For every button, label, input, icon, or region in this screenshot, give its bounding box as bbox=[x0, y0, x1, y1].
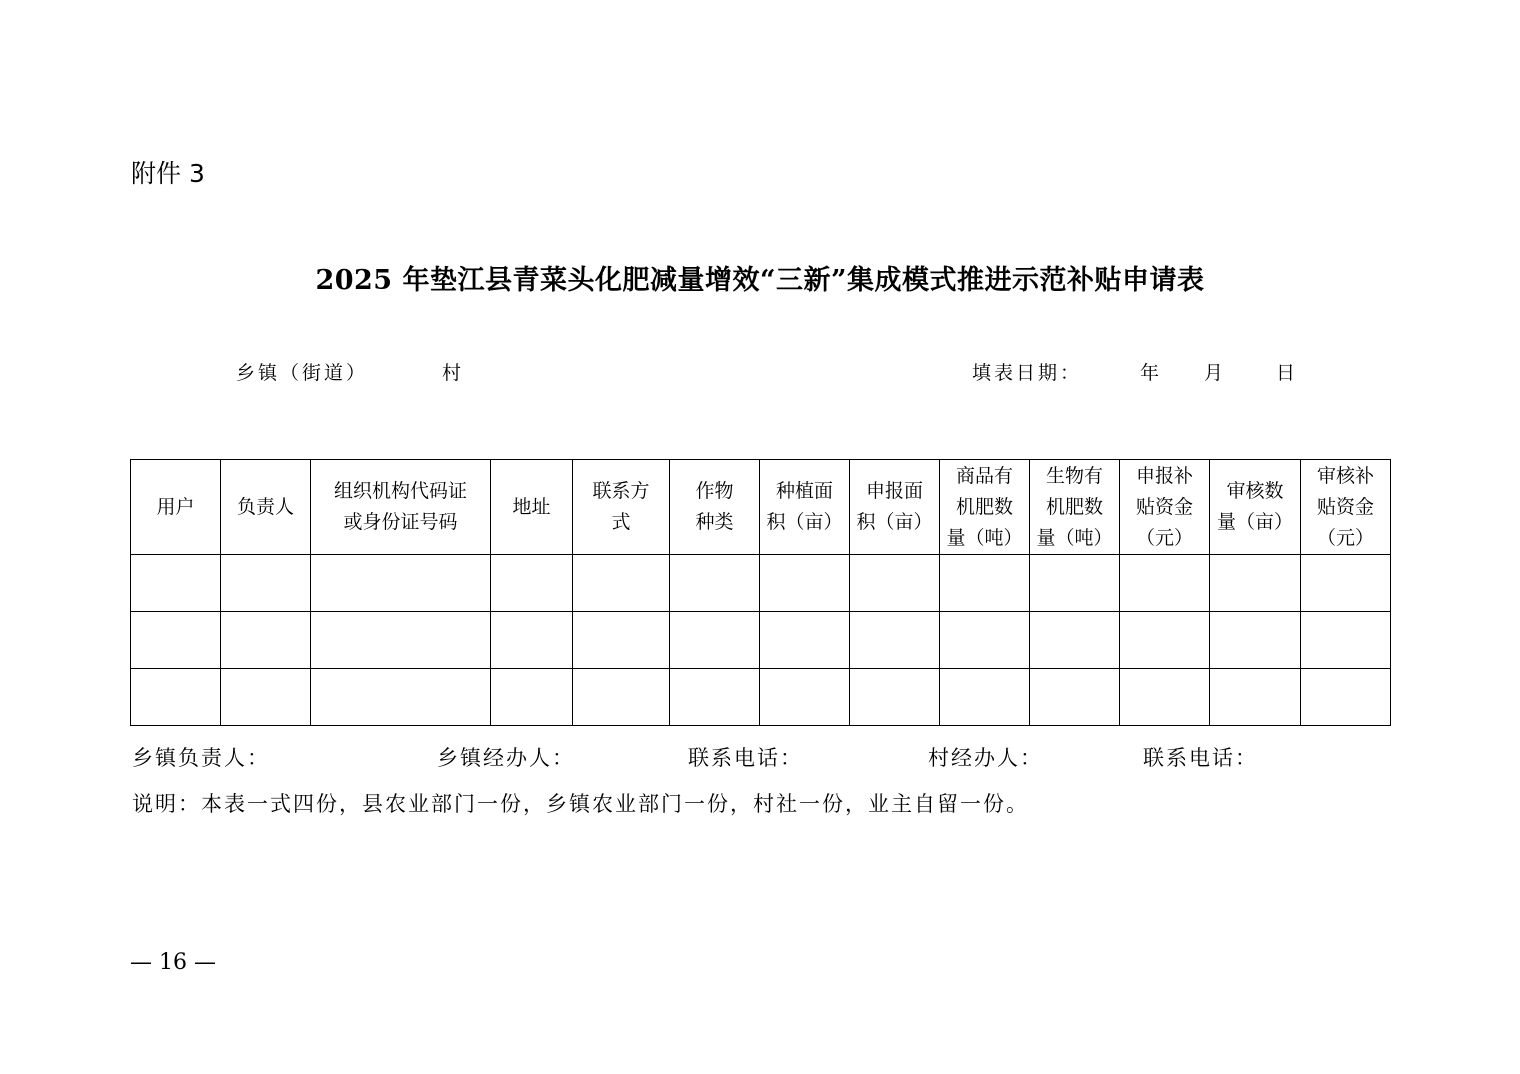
month-label: 月 bbox=[1204, 362, 1227, 384]
column-header-line: 商品有 bbox=[955, 464, 1013, 487]
table-cell[interactable] bbox=[850, 555, 940, 612]
table-cell[interactable] bbox=[760, 612, 850, 669]
table-cell[interactable] bbox=[940, 555, 1030, 612]
table-row bbox=[131, 612, 1391, 669]
column-header-line: 积（亩） bbox=[766, 511, 843, 533]
village-label: 村 bbox=[442, 362, 465, 384]
column-header-line: 负责人 bbox=[236, 495, 294, 518]
table-cell[interactable] bbox=[311, 669, 491, 726]
table-cell[interactable] bbox=[670, 669, 760, 726]
table-cell[interactable] bbox=[1301, 555, 1391, 612]
table-cell[interactable] bbox=[491, 555, 573, 612]
table-cell[interactable] bbox=[221, 612, 311, 669]
column-header-line: 作物 bbox=[695, 480, 734, 502]
attachment-label: 附件 3 bbox=[131, 159, 205, 188]
phone-label-1: 联系电话： bbox=[688, 746, 803, 770]
table-cell[interactable] bbox=[491, 612, 573, 669]
table-cell[interactable] bbox=[670, 555, 760, 612]
column-header-line: 贴资金 bbox=[1135, 495, 1193, 518]
table-cell[interactable] bbox=[670, 612, 760, 669]
table-cell[interactable] bbox=[940, 612, 1030, 669]
table-cell[interactable] bbox=[311, 555, 491, 612]
table-cell[interactable] bbox=[573, 669, 670, 726]
column-header bbox=[573, 460, 670, 555]
column-header-line: 审核数 bbox=[1226, 480, 1284, 502]
column-header bbox=[1301, 460, 1391, 555]
table-row bbox=[131, 669, 1391, 726]
column-header bbox=[1030, 460, 1120, 555]
table-cell[interactable] bbox=[1210, 555, 1301, 612]
table-cell[interactable] bbox=[1030, 612, 1120, 669]
table-cell[interactable] bbox=[221, 555, 311, 612]
table-header-row bbox=[131, 460, 1391, 555]
column-header bbox=[311, 460, 491, 555]
column-header bbox=[491, 460, 573, 555]
date-label: 填表日期： bbox=[972, 362, 1083, 384]
column-header-line: 申报面 bbox=[865, 480, 923, 502]
table-cell[interactable] bbox=[940, 669, 1030, 726]
page-number: — 16 — bbox=[130, 950, 216, 975]
village-handler-label: 村经办人： bbox=[928, 746, 1043, 770]
column-header bbox=[670, 460, 760, 555]
town-head-label: 乡镇负责人： bbox=[132, 746, 270, 770]
table-row bbox=[131, 555, 1391, 612]
column-header bbox=[1210, 460, 1301, 555]
table-cell[interactable] bbox=[221, 669, 311, 726]
table-cell[interactable] bbox=[311, 612, 491, 669]
fill-date bbox=[972, 358, 1298, 385]
table-cell[interactable] bbox=[573, 555, 670, 612]
table-cell[interactable] bbox=[760, 669, 850, 726]
column-header-line: 贴资金 bbox=[1316, 495, 1374, 518]
column-header-line: 审核补 bbox=[1316, 464, 1374, 487]
column-header-line: 积（亩） bbox=[856, 511, 933, 533]
column-header-line: 联系方 bbox=[592, 480, 650, 502]
table-cell[interactable] bbox=[1120, 669, 1210, 726]
column-header-line: 生物有 bbox=[1045, 464, 1103, 487]
phone-label-2: 联系电话： bbox=[1143, 746, 1258, 770]
column-header bbox=[221, 460, 311, 555]
table-cell[interactable] bbox=[131, 612, 221, 669]
table-cell[interactable] bbox=[760, 555, 850, 612]
column-header bbox=[940, 460, 1030, 555]
day-label: 日 bbox=[1276, 362, 1299, 384]
form-title: 2025 年垫江县青菜头化肥减量增效“三新”集成模式推进示范补贴申请表 bbox=[315, 265, 1205, 296]
table-cell[interactable] bbox=[850, 669, 940, 726]
column-header-line: 量（吨） bbox=[946, 526, 1023, 549]
table-cell[interactable] bbox=[491, 669, 573, 726]
table-cell[interactable] bbox=[1301, 612, 1391, 669]
column-header-line: 量（亩） bbox=[1216, 511, 1293, 533]
table-cell[interactable] bbox=[131, 669, 221, 726]
table-cell[interactable] bbox=[1210, 669, 1301, 726]
application-table bbox=[130, 459, 1391, 726]
table-cell[interactable] bbox=[1030, 555, 1120, 612]
column-header-line: 用户 bbox=[156, 495, 195, 518]
column-header-line: 或身份证号码 bbox=[343, 511, 458, 533]
column-header-line: 地址 bbox=[512, 495, 551, 518]
column-header bbox=[1120, 460, 1210, 555]
table-cell[interactable] bbox=[1301, 669, 1391, 726]
table-cell[interactable] bbox=[1030, 669, 1120, 726]
table-cell[interactable] bbox=[1210, 612, 1301, 669]
column-header-line: 组织机构代码证 bbox=[333, 480, 467, 502]
note-text: 说明：本表一式四份，县农业部门一份，乡镇农业部门一份，村社一份，业主自留一份。 bbox=[132, 792, 1029, 816]
town-label: 乡镇（街道） bbox=[236, 362, 369, 384]
column-header-line: 机肥数 bbox=[1045, 495, 1103, 518]
column-header-line: （元） bbox=[1316, 526, 1374, 549]
table-cell[interactable] bbox=[131, 555, 221, 612]
column-header-line: 申报补 bbox=[1135, 464, 1193, 487]
table-cell[interactable] bbox=[850, 612, 940, 669]
town-handler-label: 乡镇经办人： bbox=[437, 746, 575, 770]
column-header-line: 式 bbox=[611, 511, 631, 533]
table-cell[interactable] bbox=[1120, 612, 1210, 669]
column-header-line: 机肥数 bbox=[955, 495, 1013, 518]
table-cell[interactable] bbox=[1120, 555, 1210, 612]
column-header-line: （元） bbox=[1135, 526, 1193, 549]
year-label: 年 bbox=[1140, 362, 1163, 384]
table-cell[interactable] bbox=[573, 612, 670, 669]
column-header bbox=[850, 460, 940, 555]
column-header-line: 种类 bbox=[695, 511, 734, 533]
column-header bbox=[131, 460, 221, 555]
column-header-line: 量（吨） bbox=[1036, 526, 1113, 549]
column-header-line: 种植面 bbox=[775, 480, 833, 502]
column-header bbox=[760, 460, 850, 555]
